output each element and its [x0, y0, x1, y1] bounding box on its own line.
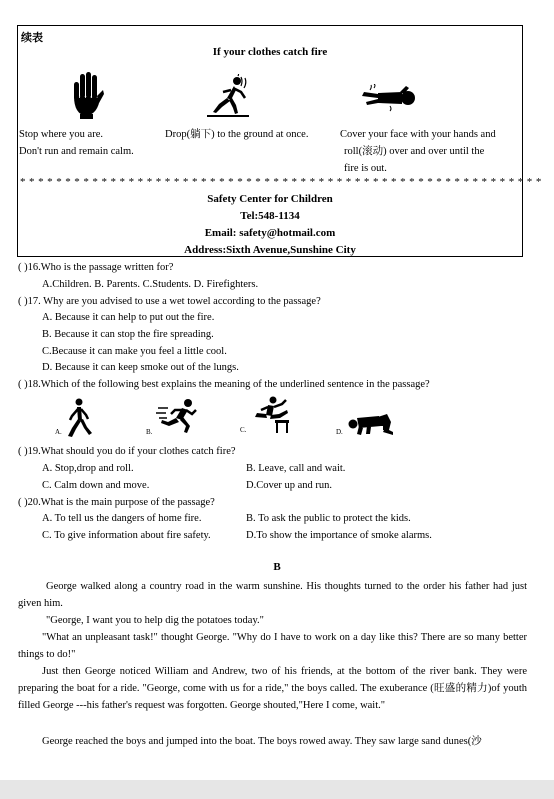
step-3-line-3: fire is out. [344, 163, 387, 174]
q20-stem: ( )20.What is the main purpose of the passage? [18, 497, 215, 508]
q18-letter-b: B. [146, 428, 153, 436]
step-2-line-1: Drop(躺下) to the ground at once. [165, 129, 309, 140]
fire-safety-notice [17, 25, 542, 257]
step-1-caption [19, 126, 134, 160]
q20-option-c: C. To give information about fire safety. [42, 530, 211, 541]
walking-person-icon [62, 398, 94, 438]
passage-paragraph-1: George walked along a country road in the warm sunshine. His thoughts turned to the order his father had just given him. [18, 581, 527, 609]
step-3-line-2: roll(滚动) over and over until the [344, 146, 485, 157]
star-divider: * * * * * * * * * * * * * * * * * * * * * * * * * * * * * * * * * * * * * * * * * * * * * * * * * * * * * * * * * * [20, 176, 542, 188]
step-3-caption [340, 126, 496, 177]
q20-option-b: B. To ask the public to protect the kids. [246, 513, 411, 524]
q16-options: A.Children. B. Parents. C.Students. D. Firefighters. [42, 279, 259, 290]
passage-paragraph-3: "What an unpleasant task!" thought George. "Why do I have to work on a day like this? There are so many better things to do!" [18, 632, 527, 660]
rolling-person-icon [360, 84, 418, 112]
q20-option-a: A. To tell us the dangers of home fire. [42, 513, 202, 524]
step-1-line-1: Stop where you are. [19, 129, 103, 140]
q16-stem: ( )16.Who is the passage written for? [18, 262, 174, 273]
q19-option-a: A. Stop,drop and roll. [42, 463, 134, 474]
page-bottom-strip [0, 780, 554, 799]
q17-option-b: B. Because it can stop the fire spreading. [42, 329, 214, 340]
step-2-caption [165, 126, 308, 143]
q19-option-c: C. Calm down and move. [42, 480, 150, 491]
org-name: Safety Center for Children [207, 193, 333, 205]
falling-person-icon [205, 74, 251, 118]
org-email: Email: safety@hotmail.com [204, 227, 336, 239]
q18-letter-d: D. [336, 428, 343, 436]
continued-label: 续表 [21, 32, 43, 44]
crawling-person-icon [345, 408, 395, 436]
hurdling-person-icon [249, 396, 293, 434]
q17-option-a: A. Because it can help to put out the fire. [42, 312, 215, 323]
org-phone: Tel:548-1134 [240, 210, 300, 222]
section-b-heading: B [273, 561, 281, 573]
q18-letter-a: A. [55, 428, 62, 436]
passage-paragraph-4: Just then George noticed William and Andrew, two of his friends, at the bottom of the river bank. They were preparing the boat for a ride. "George, come with us for a ride," the boys called. The exuberance (旺盛的精力)of youth filled George ---his father's request was forgotten. George shouted,"Here I come, wait." [18, 666, 527, 711]
stop-hand-icon [69, 70, 105, 120]
step-1-line-2: Don't run and remain calm. [19, 146, 134, 157]
q17-option-d: D. Because it can keep smoke out of the lungs. [42, 362, 239, 373]
q19-option-d: D.Cover up and run. [246, 480, 333, 491]
q18-letter-c: C. [240, 426, 247, 434]
q17-stem: ( )17. Why are you advised to use a wet towel according to the passage? [18, 296, 321, 307]
passage-paragraph-2: "George, I want you to help dig the potatoes today." [46, 615, 264, 626]
q17-option-c: C.Because it can make you feel a little cool. [42, 346, 227, 357]
q18-stem: ( )18.Which of the following best explains the meaning of the underlined sentence in the passage? [18, 379, 430, 390]
org-address: Address:Sixth Avenue,Sunshine City [184, 244, 356, 256]
step-3-line-1: Cover your face with your hands and [340, 129, 496, 140]
passage-paragraph-5: George reached the boys and jumped into the boat. The boys rowed away. They saw large sand dunes(沙 [42, 736, 482, 747]
q19-stem: ( )19.What should you do if your clothes catch fire? [18, 446, 236, 457]
running-person-icon [156, 398, 202, 434]
notice-title: If your clothes catch fire [212, 46, 328, 58]
q19-option-b: B. Leave, call and wait. [246, 463, 346, 474]
q20-option-d: D.To show the importance of smoke alarms. [246, 530, 432, 541]
